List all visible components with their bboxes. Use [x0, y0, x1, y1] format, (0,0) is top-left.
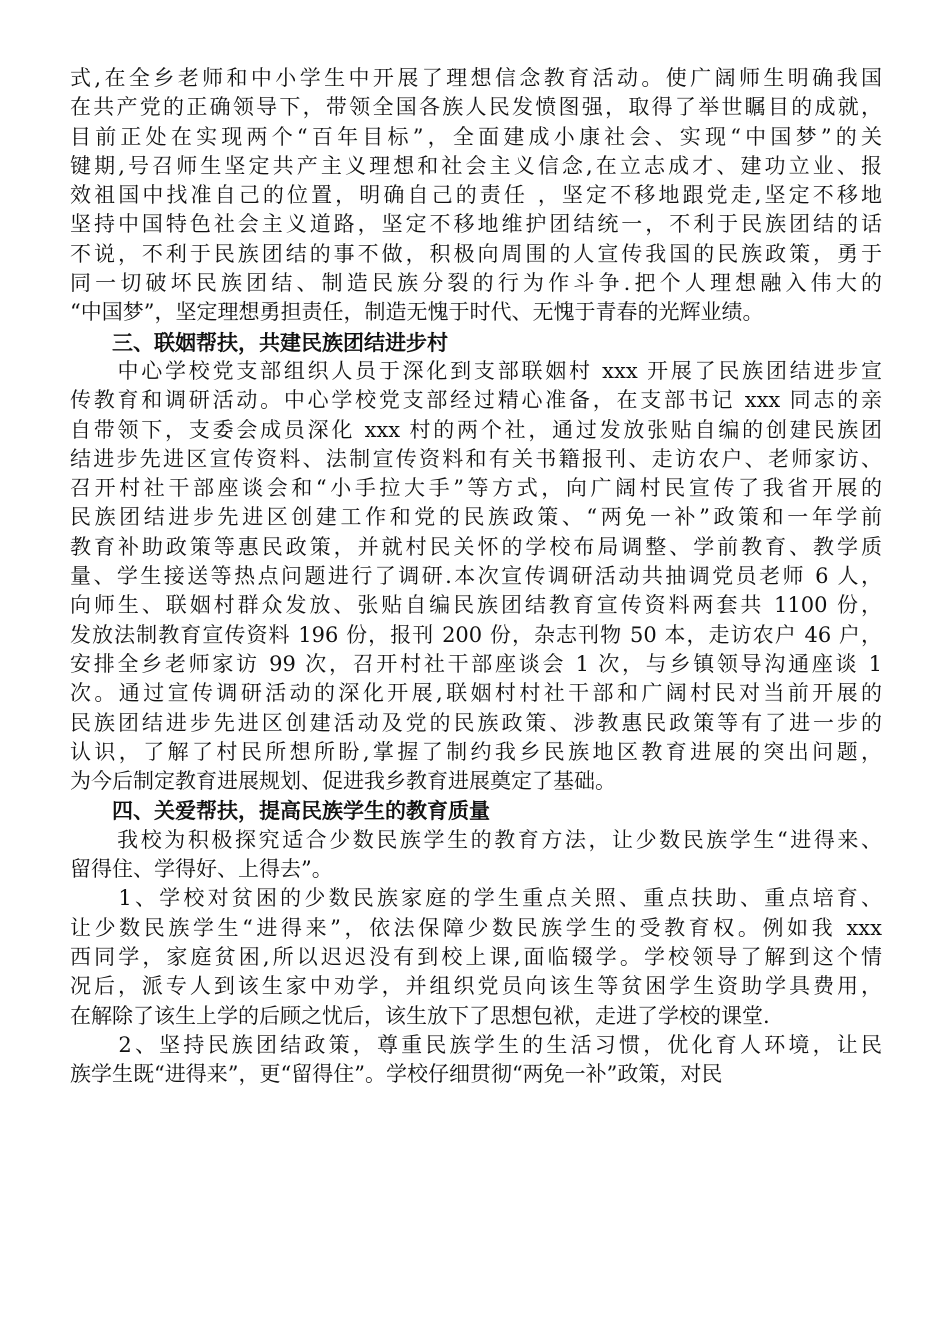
text-line: 安排全乡老师家访 99 次，召开村社干部座谈会 1 次，与乡镇领导沟通座谈 1 [70, 651, 882, 676]
text-line: 三、联姻帮扶，共建民族团结进步村 [70, 329, 448, 355]
text-line: 目前正处在实现两个“百年目标”，全面建成小康社会、实现“中国梦”的关 [70, 124, 882, 149]
text-line: 民族团结进步先进区创建活动及党的民族政策、涉教惠民政策等有了进一步的 [70, 710, 882, 735]
paragraph [70, 64, 882, 328]
text-line: 1、学校对贫困的少数民族家庭的学生重点关照、重点扶助、重点培育、 [70, 886, 882, 911]
text-line: 坚持中国特色社会主义道路，坚定不移地维护团结统一，不利于民族团结的话 [70, 212, 882, 237]
text-line: 认识，了解了村民所想所盼,掌握了制约我乡民族地区教育进展的突出问题， [70, 739, 882, 764]
text-line: 在解除了该生上学的后顾之忧后，该生放下了思想包袱，走进了学校的课堂. [70, 1003, 770, 1028]
section-heading [70, 328, 882, 357]
section-heading [70, 796, 882, 825]
text-line: 2、坚持民族团结政策，尊重民族学生的生活习惯，优化育人环境，让民 [70, 1032, 882, 1057]
text-line: 四、关爱帮扶，提高民族学生的教育质量 [70, 798, 490, 824]
text-line: 召开村社干部座谈会和“小手拉大手”等方式，向广阔村民宣传了我省开展的 [70, 476, 882, 501]
paragraph [70, 826, 882, 885]
text-line: 教育补助政策等惠民政策，并就村民关怀的学校布局调整、学前教育、教学质 [70, 534, 882, 559]
text-line: 让少数民族学生“进得来”，依法保障少数民族学生的受教育权。例如我 xxx [70, 915, 882, 940]
text-line: 传教育和调研活动。中心学校党支部经过精心准备，在支部书记 xxx 同志的亲 [70, 388, 882, 413]
text-line: 不说，不利于民族团结的事不做，积极向周围的人宣传我国的民族政策，勇于 [70, 241, 882, 266]
text-line: 自带领下，支委会成员深化 xxx 村的两个社，通过发放张贴自编的创建民族团 [70, 417, 882, 442]
text-line: 式,在全乡老师和中小学生中开展了理想信念教育活动。使广阔师生明确我国 [70, 66, 882, 90]
text-line: “中国梦”，坚定理想勇担责任，制造无愧于时代、无愧于青春的光辉业绩。 [70, 300, 764, 325]
text-line: 发放法制教育宣传资料 196 份，报刊 200 份，杂志刊物 50 本，走访农户 46 户， [70, 622, 882, 647]
text-line: 留得住、学得好、上得去”。 [70, 857, 333, 882]
text-line: 我校为积极探究适合少数民族学生的教育方法，让少数民族学生“进得来、 [70, 827, 882, 852]
text-line: 西同学，家庭贫困,所以迟迟没有到校上课,面临辍学。学校领导了解到这个情 [70, 944, 882, 969]
text-line: 量、学生接送等热点问题进行了调研.本次宣传调研活动共抽调党员老师 6 人， [70, 564, 882, 589]
text-line: 同一切破坏民族团结、制造民族分裂的行为作斗争.把个人理想融入伟大的 [70, 271, 882, 296]
text-line: 中心学校党支部组织人员于深化到支部联姻村 xxx 开展了民族团结进步宣 [70, 358, 882, 383]
text-line: 况后，派专人到该生家中劝学，并组织党员向该生等贫困学生资助学具费用， [70, 974, 882, 999]
paragraph [70, 884, 882, 1030]
paragraph [70, 1031, 882, 1090]
text-line: 民族团结进步先进区创建工作和党的民族政策、“两免一补”政策和一年学前 [70, 505, 882, 530]
text-line: 结进步先进区宣传资料、法制宣传资料和有关书籍报刊、走访农户、老师家访、 [70, 446, 882, 471]
text-line: 在共产党的正确领导下，带领全国各族人民发愤图强，取得了举世瞩目的成就， [70, 95, 882, 120]
text-line: 次。通过宣传调研活动的深化开展,联姻村村社干部和广阔村民对当前开展的 [70, 681, 882, 706]
text-line: 为今后制定教育进展规划、促进我乡教育进展奠定了基础。 [70, 769, 616, 794]
text-line: 族学生既“进得来”，更“留得住”。学校仔细贯彻“两免一补”政策，对民 [70, 1062, 723, 1087]
text-line: 键期,号召师生坚定共产主义理想和社会主义信念,在立志成才、建功立业、报 [70, 153, 882, 178]
document-page [70, 64, 882, 1089]
text-line: 效祖国中找准自己的位置，明确自己的责任 ，坚定不移地跟党走,坚定不移地 [70, 183, 882, 208]
text-line: 向师生、联姻村群众发放、张贴自编民族团结教育宣传资料两套共 1100 份， [70, 593, 882, 618]
paragraph [70, 357, 882, 796]
